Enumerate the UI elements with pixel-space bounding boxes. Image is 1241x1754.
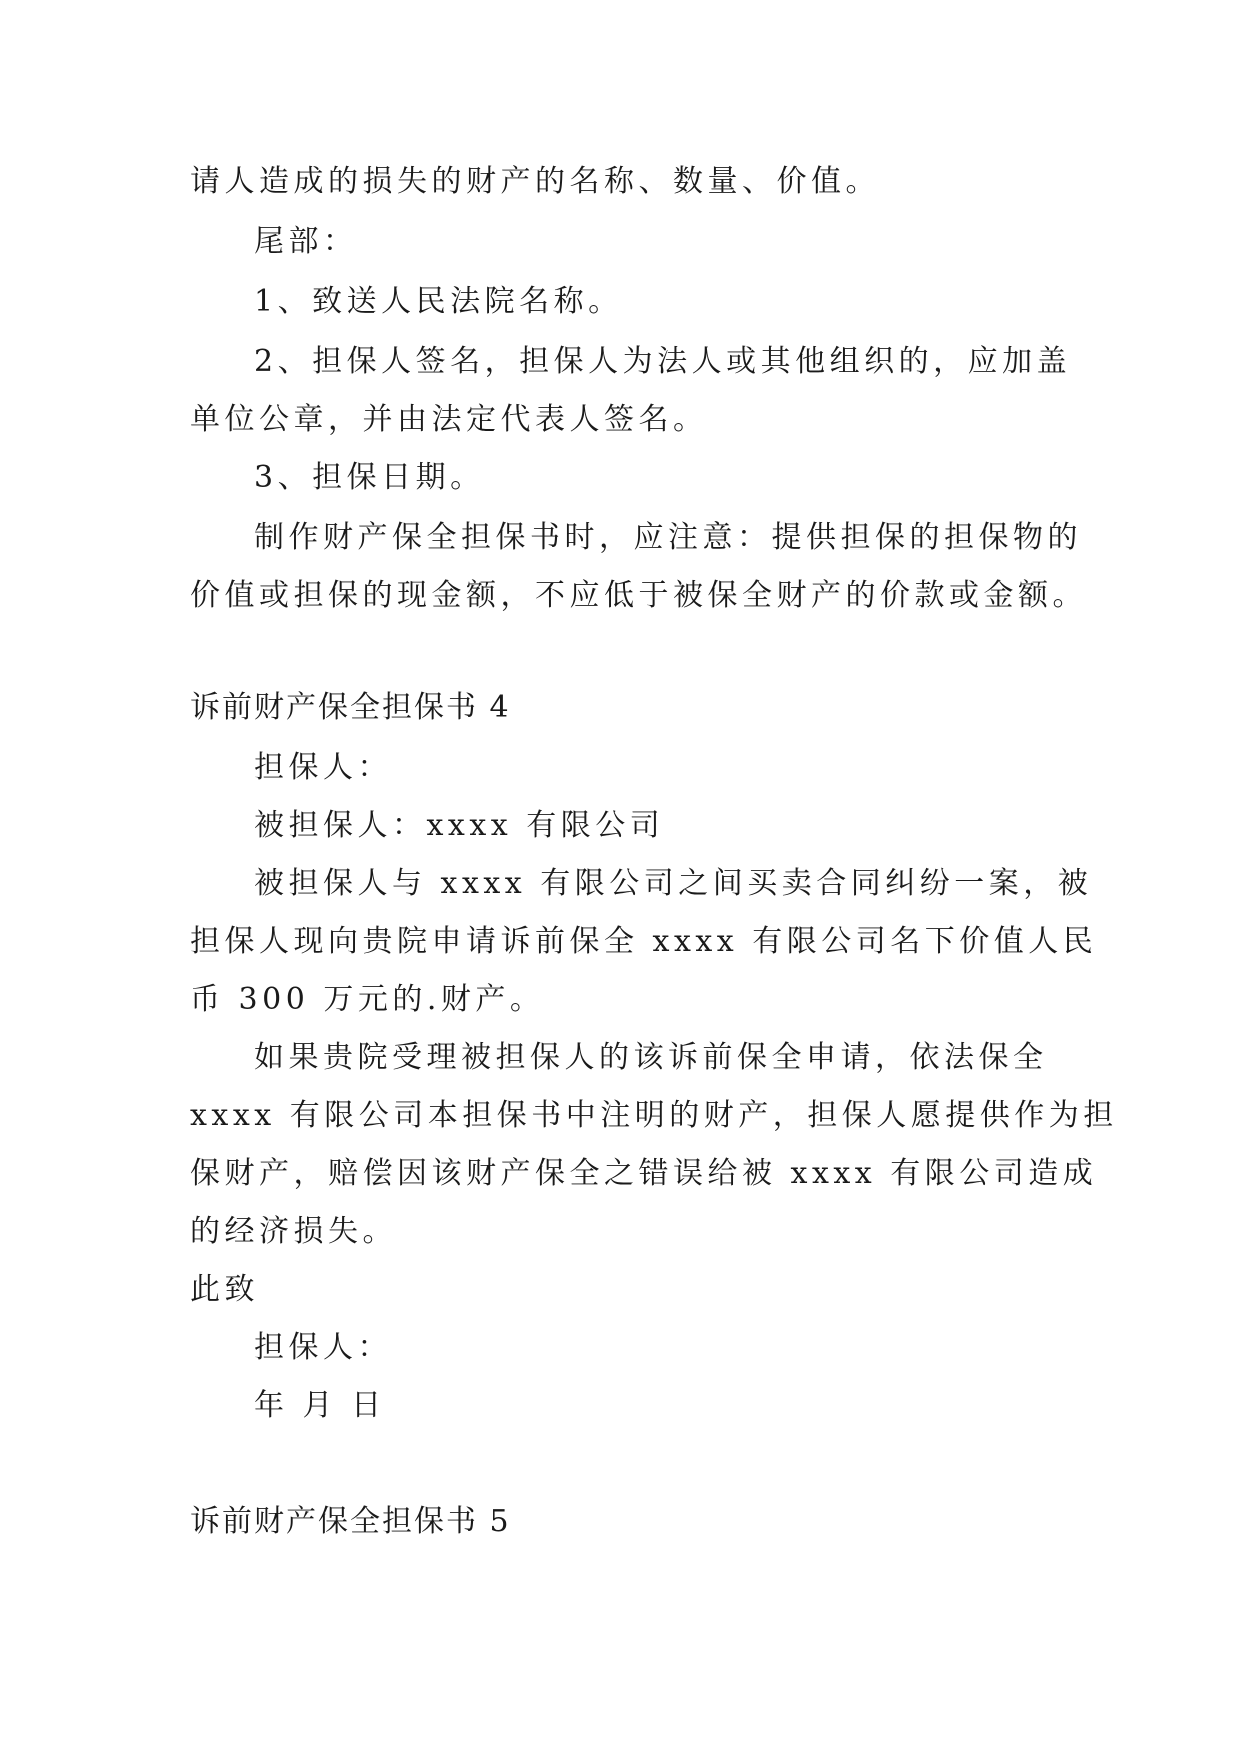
body-paragraph-1: 被担保人与 xxxx 有限公司之间买卖合同纠纷一案，被 (254, 866, 1093, 901)
list-item-2: 2、担保人签名，担保人为法人或其他组织的，应加盖 (254, 344, 1072, 379)
body-paragraph-2-continued: xxxx 有限公司本担保书中注明的财产，担保人愿提供作为担 (190, 1098, 1118, 1133)
list-item-1: 1、致送人民法院名称。 (254, 284, 623, 319)
signature-date-line: 年 月 日 (254, 1388, 386, 1423)
body-paragraph-1-end: 币 300 万元的.财产。 (190, 982, 545, 1017)
closing-salutation: 此致 (190, 1272, 259, 1307)
section-heading-tail: 尾部： (254, 224, 358, 259)
list-item-2-continued: 单位公章，并由法定代表人签名。 (190, 402, 708, 437)
paragraph-line: 请人造成的损失的财产的名称、数量、价值。 (190, 164, 880, 199)
guarantor-label: 担保人： (254, 750, 392, 785)
body-paragraph-1-continued: 担保人现向贵院申请诉前保全 xxxx 有限公司名下价值人民 (190, 924, 1098, 959)
signature-guarantor-label: 担保人： (254, 1330, 392, 1365)
note-paragraph: 制作财产保全担保书时，应注意：提供担保的担保物的 (254, 520, 1082, 555)
section-title-4: 诉前财产保全担保书 4 (190, 690, 511, 725)
guaranteed-party-label: 被担保人：xxxx 有限公司 (254, 808, 665, 843)
body-paragraph-2-continued: 保财产，赔偿因该财产保全之错误给被 xxxx 有限公司造成 (190, 1156, 1098, 1191)
body-paragraph-2-end: 的经济损失。 (190, 1214, 397, 1249)
section-title-5: 诉前财产保全担保书 5 (190, 1504, 511, 1539)
body-paragraph-2: 如果贵院受理被担保人的该诉前保全申请，依法保全 (254, 1040, 1048, 1075)
list-item-3: 3、担保日期。 (254, 460, 485, 495)
note-paragraph-continued: 价值或担保的现金额，不应低于被保全财产的价款或金额。 (190, 578, 1087, 613)
